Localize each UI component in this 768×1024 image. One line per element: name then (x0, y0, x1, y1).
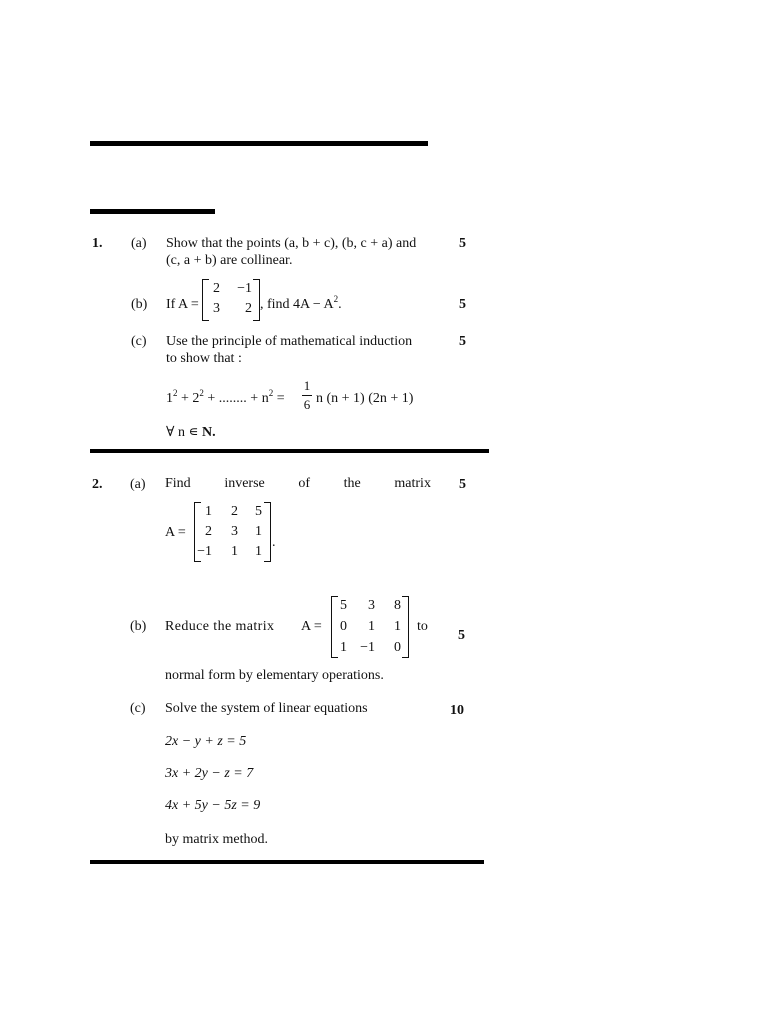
header-rule-long (90, 141, 428, 146)
question-text: Reduce the matrix (165, 619, 275, 634)
matrix-cell: 1 (231, 544, 238, 559)
matrix-cell: 3 (213, 301, 220, 316)
question-text: Use the principle of mathematical induction (166, 334, 413, 349)
matrix-cell: 2 (245, 301, 252, 316)
part-label: (c) (131, 334, 147, 349)
formula: n (n + 1) (2n + 1) (316, 391, 414, 406)
question-text: Solve the system of linear equations (165, 701, 368, 716)
matrix-cell: 0 (340, 619, 347, 634)
part-label: (a) (130, 477, 146, 492)
question-text: Show that the points (a, b + c), (b, c + a) and (166, 236, 417, 251)
matrix-cell: 3 (368, 598, 375, 613)
question-text: Find inverse of the matrix (165, 476, 431, 491)
punctuation: . (272, 535, 276, 550)
question-text: by matrix method. (165, 832, 269, 847)
matrix-prefix: If A = (166, 297, 199, 312)
matrix-cell: 5 (255, 504, 262, 519)
matrix-cell: 1 (205, 504, 212, 519)
equation: 4x + 5y − 5z = 9 (165, 798, 261, 813)
section-divider (90, 449, 489, 453)
matrix-cell: 0 (394, 640, 401, 655)
question-text: (c, a + b) are collinear. (166, 253, 293, 268)
formula: $1^2 + 2^2$ + ........ + $n^2$ = (166, 388, 285, 406)
matrix-cell: −1 (197, 544, 212, 559)
marks: 5 (459, 297, 466, 312)
question-text: to (417, 619, 428, 634)
part-label: (a) (131, 236, 147, 251)
marks: 5 (459, 334, 466, 349)
question-text: to show that : (166, 351, 242, 366)
equation: 2x − y + z = 5 (165, 734, 247, 749)
question-number: 2. (92, 477, 103, 492)
matrix-cell: 1 (255, 544, 262, 559)
part-label: (b) (130, 619, 147, 634)
matrix-prefix: A = (165, 525, 186, 540)
marks: 5 (458, 628, 465, 643)
fraction: 1 6 (303, 378, 311, 412)
matrix-cell: 1 (255, 524, 262, 539)
question-number: 1. (92, 236, 103, 251)
equation: 3x + 2y − z = 7 (165, 766, 254, 781)
section-divider (90, 860, 484, 864)
matrix-cell: 2 (231, 504, 238, 519)
matrix-cell: 2 (205, 524, 212, 539)
matrix-3x3 (194, 502, 271, 562)
matrix-cell: 1 (340, 640, 347, 655)
matrix-cell: −1 (360, 640, 375, 655)
matrix-3x3 (331, 596, 409, 658)
matrix-cell: 1 (394, 619, 401, 634)
part-label: (b) (131, 297, 148, 312)
matrix-cell: 3 (231, 524, 238, 539)
matrix-cell: 8 (394, 598, 401, 613)
question-text: , find $4A - A^2$. (260, 294, 342, 312)
marks: 10 (450, 703, 464, 718)
matrix-cell: −1 (237, 281, 252, 296)
matrix-cell: 5 (340, 598, 347, 613)
marks: 5 (459, 477, 466, 492)
matrix-2x2 (202, 279, 260, 321)
header-rule-short (90, 209, 215, 214)
matrix-cell: 2 (213, 281, 220, 296)
formula: ∀ n ∊ N. (166, 425, 216, 440)
marks: 5 (459, 236, 466, 251)
part-label: (c) (130, 701, 146, 716)
matrix-prefix: A = (301, 619, 322, 634)
question-text: normal form by elementary operations. (165, 668, 384, 683)
matrix-cell: 1 (368, 619, 375, 634)
